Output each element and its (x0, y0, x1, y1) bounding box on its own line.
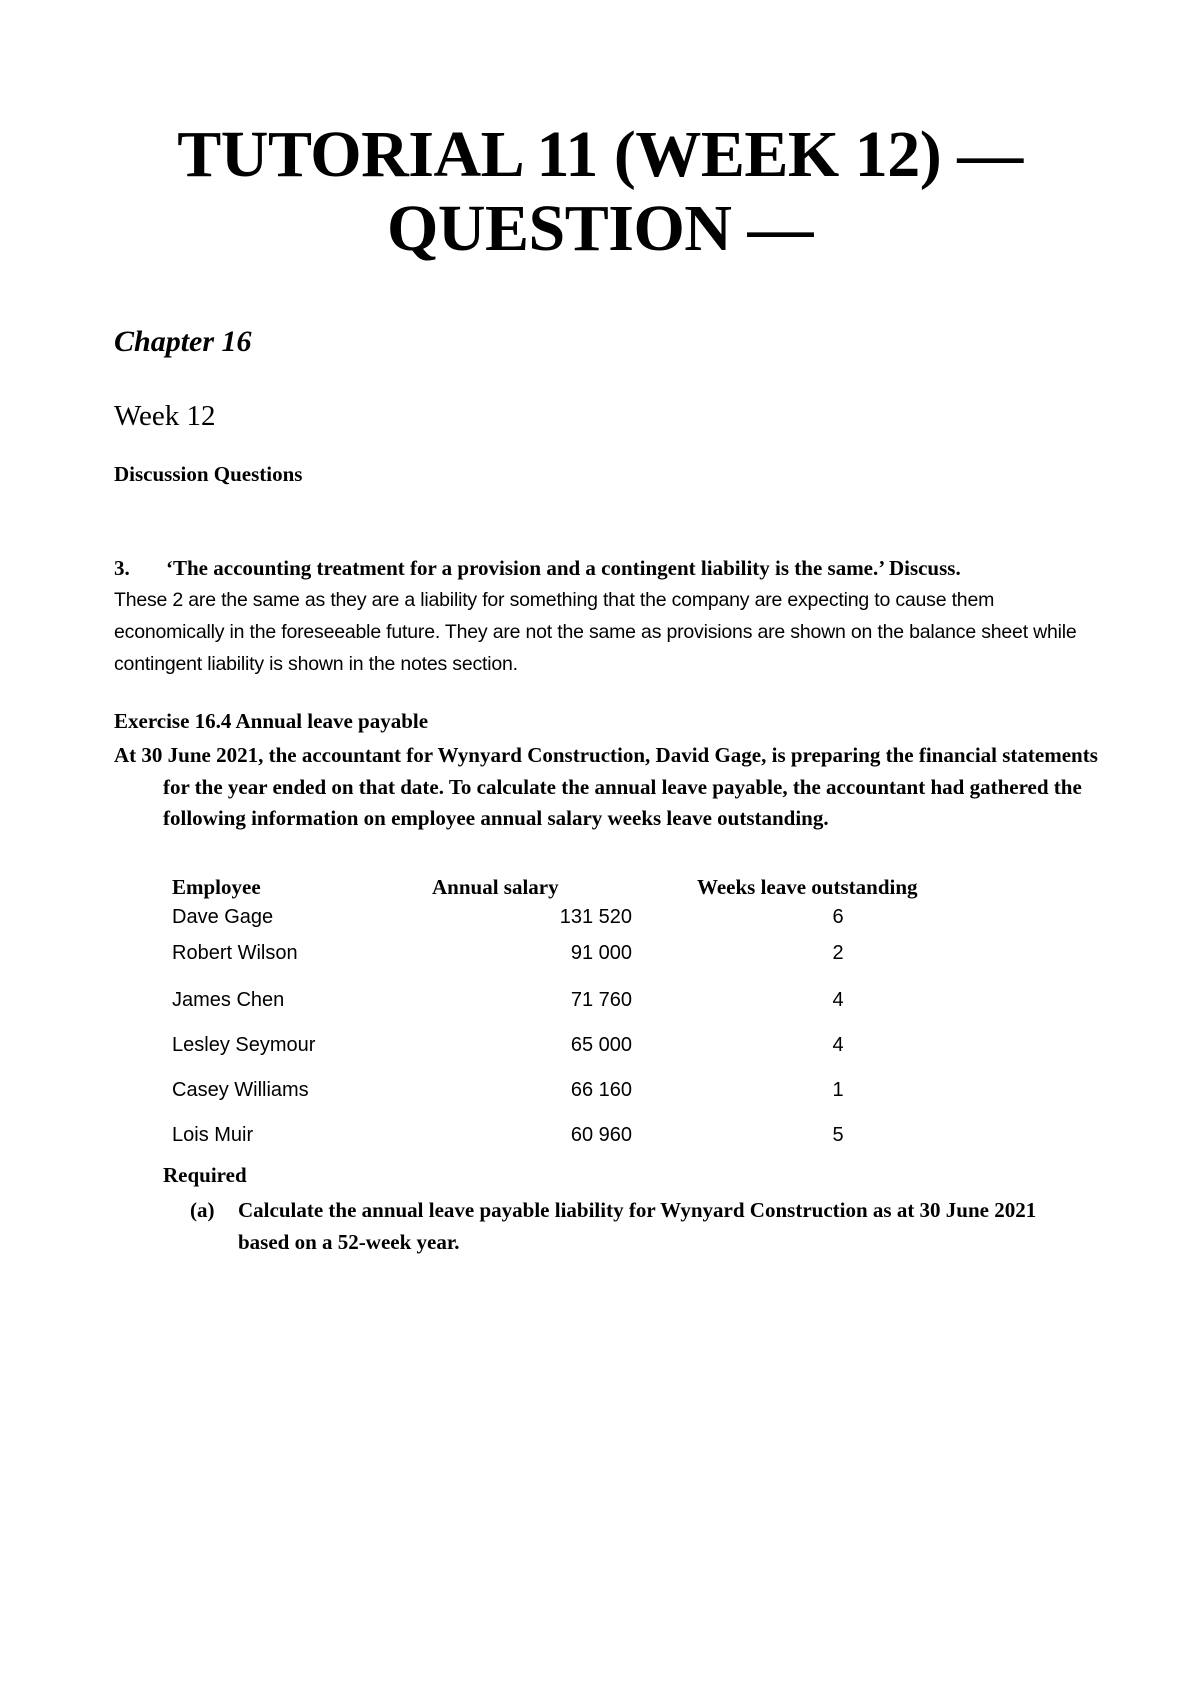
section-heading: Discussion Questions (114, 462, 303, 486)
annual-salary: 91 000 (570, 942, 632, 964)
required-item-label: (a) (190, 1198, 215, 1222)
required-heading: Required (163, 1163, 247, 1187)
table-header-employee: Employee (172, 875, 261, 899)
question-number: 3. (114, 556, 130, 580)
table-header-weeks: Weeks leave outstanding (697, 875, 918, 899)
required-item-text: Calculate the annual leave payable liability for Wynyard Construction as at 30 June 2021 based on a 52-week year. (238, 1198, 1037, 1254)
question-prompt: ‘The accounting treatment for a provision and a contingent liability is the same.’ Discuss. (166, 556, 961, 580)
question-answer: These 2 are the same as they are a liability for something that the company are expecting to cause them economically in the foreseeable future. They are not the same as provisions are shown on the balance sheet while contingent liability is shown in the notes section. (114, 589, 1077, 675)
table-row (0, 1124, 1200, 1154)
title-line-2: QUESTION — (387, 192, 813, 265)
annual-salary: 65 000 (570, 1034, 632, 1056)
weeks-outstanding: 4 (832, 989, 844, 1011)
weeks-outstanding: 5 (832, 1124, 844, 1146)
discussion-question (114, 553, 1094, 680)
annual-salary: 71 760 (570, 989, 632, 1011)
employee-name: Lois Muir (172, 1124, 254, 1146)
chapter-heading: Chapter 16 (114, 325, 252, 358)
week-heading: Week 12 (114, 400, 216, 432)
employee-name: Casey Williams (172, 1079, 309, 1101)
employee-name: Lesley Seymour (172, 1034, 316, 1056)
table-row (0, 1079, 1200, 1109)
weeks-outstanding: 4 (832, 1034, 844, 1056)
title-line-1: TUTORIAL 11 (WEEK 12) — (177, 118, 1023, 191)
annual-salary: 131 520 (559, 906, 632, 928)
annual-salary: 60 960 (570, 1124, 632, 1146)
weeks-outstanding: 1 (832, 1079, 844, 1101)
table-header-salary: Annual salary (432, 875, 559, 899)
annual-salary: 66 160 (570, 1079, 632, 1101)
page-title (150, 118, 1050, 266)
employee-name: James Chen (172, 989, 285, 1011)
weeks-outstanding: 2 (832, 942, 844, 964)
table-row (0, 942, 1200, 972)
weeks-outstanding: 6 (832, 906, 844, 928)
exercise-body: At 30 June 2021, the accountant for Wynyard Construction, David Gage, is preparing the financial statements for the year ended on that date. To calculate the annual leave payable, the accountant had gathered the following information on employee annual salary weeks leave outstanding. (114, 743, 1098, 830)
employee-name: Robert Wilson (172, 942, 298, 964)
exercise-title: Exercise 16.4 Annual leave payable (114, 709, 429, 733)
table-row (0, 989, 1200, 1019)
employee-name: Dave Gage (172, 906, 274, 928)
table-row (0, 1034, 1200, 1064)
table-row (0, 906, 1200, 936)
